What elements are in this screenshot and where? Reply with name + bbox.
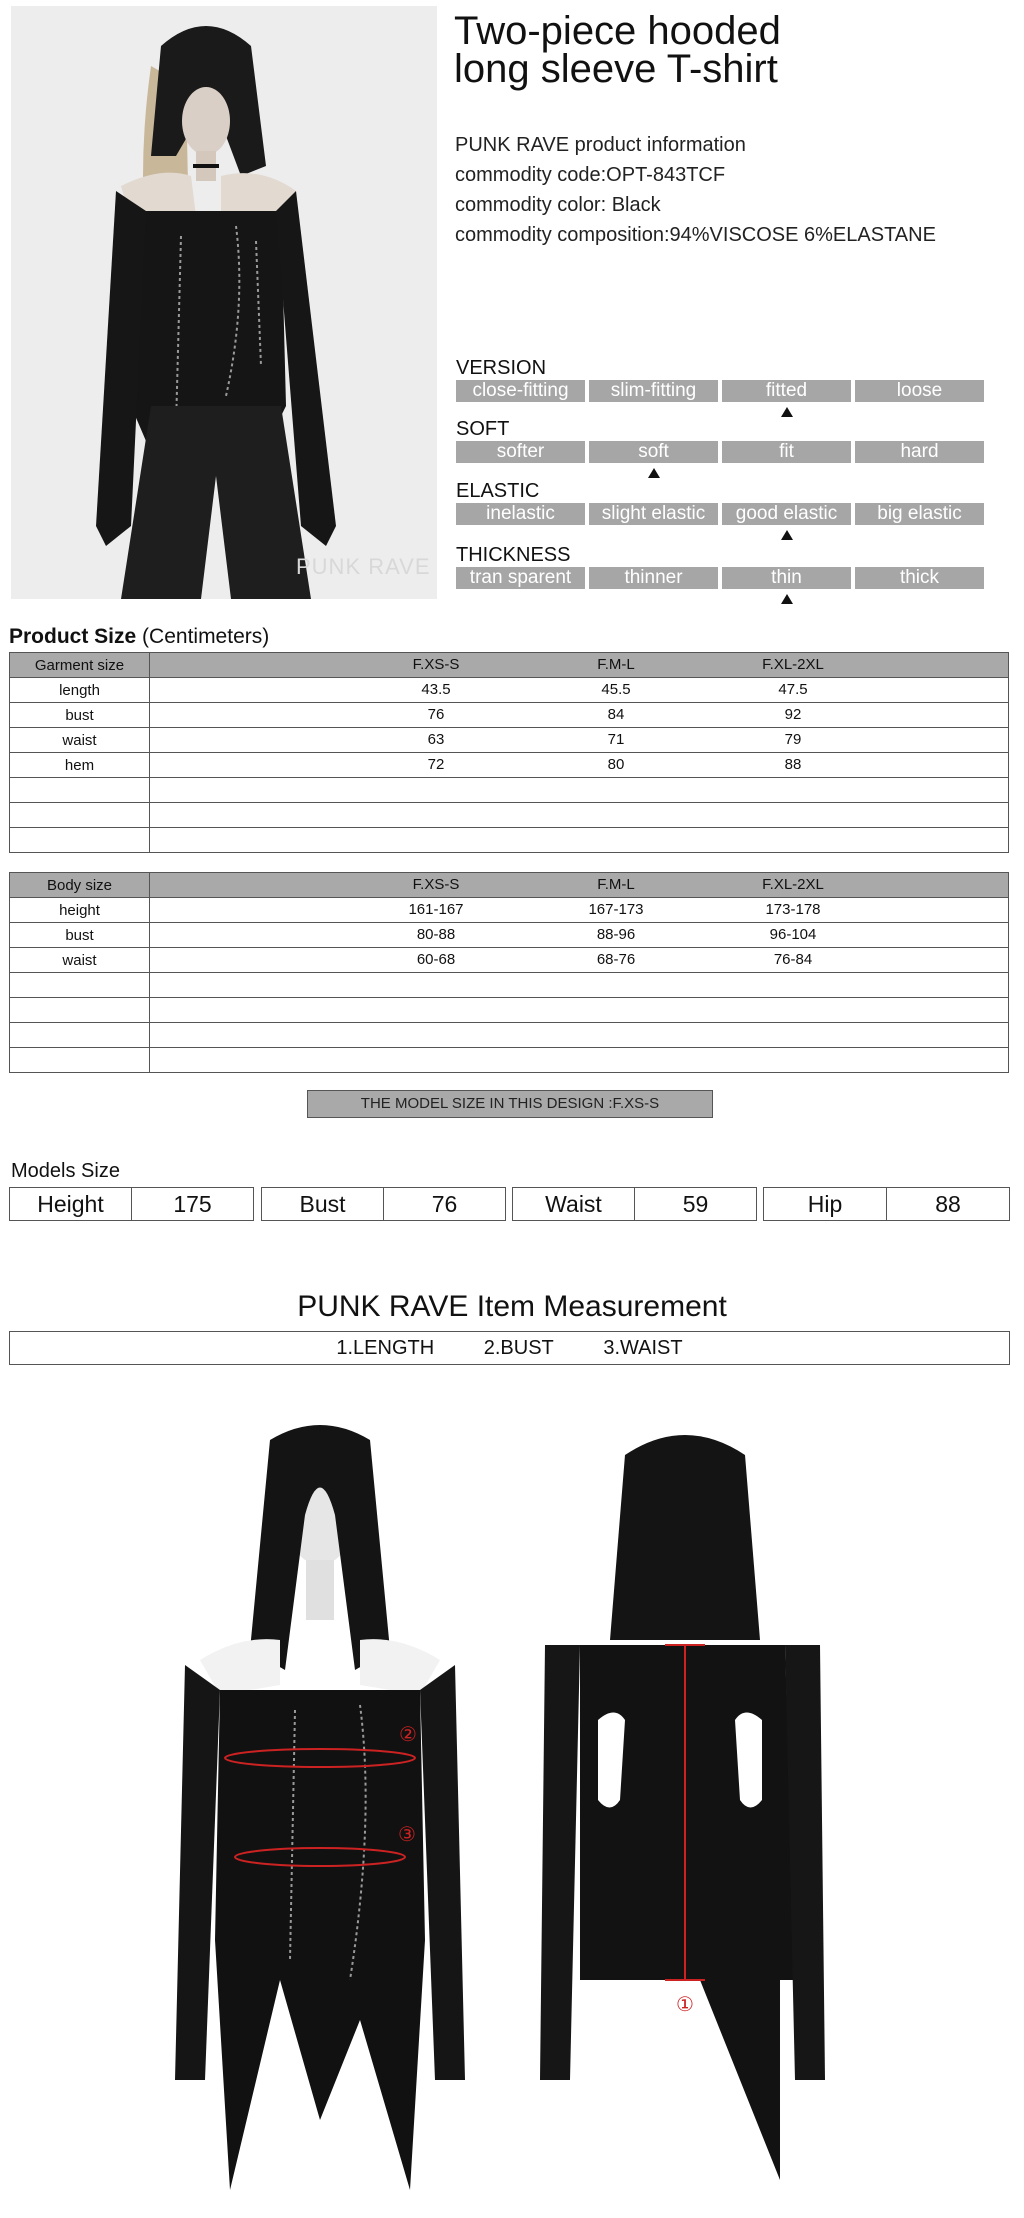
models-size-label: Models Size [11,1160,120,1182]
option-cell: soft [589,441,718,463]
photo-watermark: PUNK RAVE [296,554,431,579]
option-cell: close-fitting [456,380,585,402]
table-row [10,678,1009,703]
column-header: F.XL-2XL [762,876,824,893]
row-label: waist [10,728,150,753]
option-cell: hard [855,441,984,463]
table-row [10,753,1009,778]
model-size-value: 59 [682,1191,709,1217]
column-header: F.XS-S [412,876,460,893]
model-size-value: 88 [935,1191,961,1217]
empty-row [10,1023,1009,1048]
model-size-name: Hip [764,1188,887,1220]
table-cell: 88-96 [596,926,636,943]
attribute-elastic [456,480,984,525]
model-size-name: Bust [262,1188,384,1220]
garment-size-table [9,652,1009,853]
empty-row [10,828,1009,853]
table-row [10,898,1009,923]
attribute-label: VERSION [456,357,547,379]
table-cell: 92 [784,706,802,723]
garment-front-view [160,1420,480,2200]
table-cell: 88 [784,756,802,773]
option-cell: slight elastic [589,503,718,525]
table-cell: 68-76 [596,951,636,968]
attribute-label: ELASTIC [456,480,540,502]
measurement-item: 2.BUST [483,1337,554,1359]
row-label: hem [10,753,150,778]
column-header: F.M-L [597,876,635,893]
table-cell: 63 [427,731,445,748]
measurement-item: 3.WAIST [603,1337,683,1359]
attribute-options [456,503,984,525]
table-row [10,703,1009,728]
table-row [10,948,1009,973]
table-cell: 72 [427,756,445,773]
option-cell: fitted [722,380,851,402]
option-cell: inelastic [456,503,585,525]
attribute-version [456,357,984,402]
option-cell: big elastic [855,503,984,525]
product-size-heading: Product Size [9,625,137,648]
model-photo-illustration [11,6,437,599]
option-cell: loose [855,380,984,402]
row-label: bust [10,703,150,728]
option-cell: thinner [589,567,718,589]
option-cell: tran sparent [456,567,585,589]
attribute-label: SOFT [456,418,510,440]
table-row [10,728,1009,753]
attribute-thickness [456,544,984,589]
table-cell: 45.5 [601,681,631,698]
option-cell: fit [722,441,851,463]
table-header-row [10,873,1009,898]
model-size-value: 76 [431,1191,458,1217]
marker-waist-icon: ③ [398,1824,416,1846]
table-cell: 161-167 [408,901,464,918]
product-info [455,130,936,250]
empty-row [10,803,1009,828]
table-cell: 80-88 [416,926,456,943]
product-title [454,9,1014,91]
row-label: waist [10,948,150,973]
table-cell: 47.5 [778,681,808,698]
info-heading: PUNK RAVE product information [455,134,746,156]
product-size-unit: (Centimeters) [142,625,270,648]
empty-row [10,973,1009,998]
table-cell: 43.5 [421,681,451,698]
column-header: F.M-L [597,656,635,673]
marker-bust-icon: ② [399,1724,417,1746]
attribute-options [456,380,984,402]
measurement-title: PUNK RAVE Item Measurement [297,1290,727,1323]
table-row [10,923,1009,948]
table-cell: 76-84 [773,951,813,968]
selected-marker-icon [781,407,793,417]
table-cell: 173-178 [765,901,821,918]
option-cell: thin [722,567,851,589]
model-size-bust [261,1187,506,1221]
row-label: bust [10,923,150,948]
empty-row [10,998,1009,1023]
measurement-legend [9,1331,1010,1365]
attribute-options [456,567,984,589]
body-size-table [9,872,1009,1073]
option-cell: good elastic [722,503,851,525]
option-cell: softer [456,441,585,463]
marker-length-icon: ① [676,1994,694,2016]
table-cell: 84 [607,706,625,723]
table-header-cell: Garment size [10,653,150,678]
table-cell: 96-104 [769,926,817,943]
table-cell: 60-68 [416,951,456,968]
product-size-title [9,625,269,649]
table-cell: 79 [784,731,802,748]
option-cell: thick [855,567,984,589]
table-cell: 71 [607,731,625,748]
model-size-name: Height [10,1188,132,1220]
attribute-options [456,441,984,463]
table-header-cell: Body size [10,873,150,898]
commodity-composition: commodity composition:94%VISCOSE 6%ELASTANE [455,224,936,246]
column-header: F.XL-2XL [762,656,824,673]
commodity-code: commodity code:OPT-843TCF [455,164,726,186]
table-cell: 167-173 [588,901,644,918]
product-title-line1: Two-piece hooded [454,9,781,53]
model-size-value: 175 [173,1191,212,1217]
commodity-color: commodity color: Black [455,194,661,216]
model-size-height [9,1187,254,1221]
selected-marker-icon [781,530,793,540]
selected-marker-icon [648,468,660,478]
garment-back-view [520,1420,840,2200]
product-photo [11,6,437,599]
model-size-waist [512,1187,757,1221]
attribute-soft [456,418,984,463]
table-cell: 76 [427,706,445,723]
table-cell: 80 [607,756,625,773]
model-size-hip [763,1187,1010,1221]
selected-marker-icon [781,594,793,604]
product-title-line2: long sleeve T-shirt [454,47,778,91]
measurement-item: 1.LENGTH [336,1337,435,1359]
empty-row [10,1048,1009,1073]
row-label: height [10,898,150,923]
model-size-name: Waist [513,1188,635,1220]
option-cell: slim-fitting [589,380,718,402]
column-header: F.XS-S [412,656,460,673]
attribute-label: THICKNESS [456,544,571,566]
model-size-note: THE MODEL SIZE IN THIS DESIGN :F.XS-S [307,1090,713,1118]
row-label: length [10,678,150,703]
table-header-row [10,653,1009,678]
empty-row [10,778,1009,803]
